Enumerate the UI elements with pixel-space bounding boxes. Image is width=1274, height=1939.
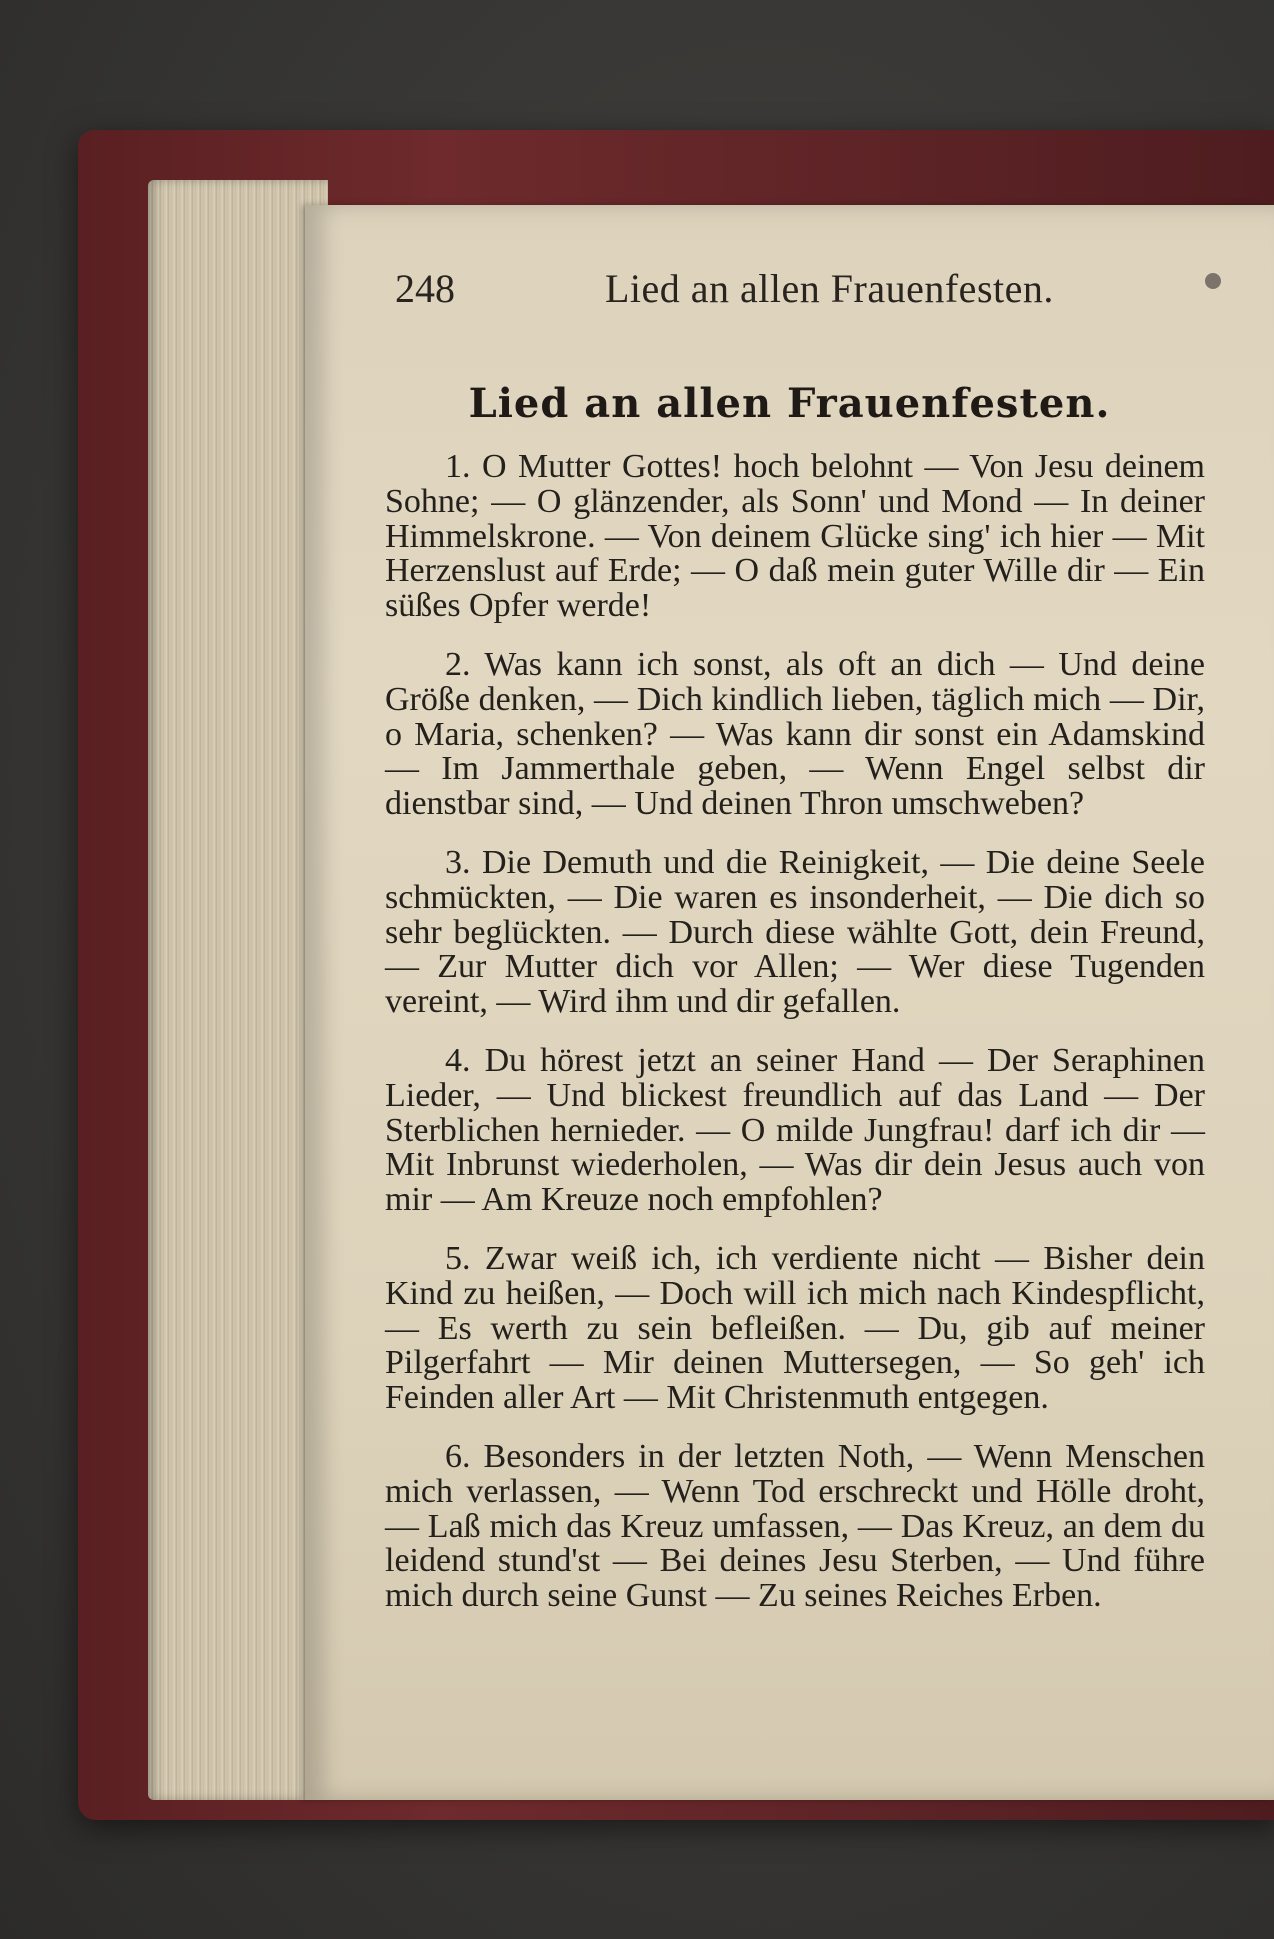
stanza [385,843,1206,1021]
running-title: Lied an allen Frauenfesten. [605,266,1054,311]
stanza-text: Was kann ich sonst, als oft an dich — Und deine Größe denken, — Dich kindlich lieben, täglich mich — Dir, o Maria, schenken? — Was kann dir sonst ein Adamskind — Im Jammerthale geben, — Wenn Engel selbst dir dienstbar sind, — Und deinen Thron umschweben? [385,645,1205,823]
stanza-number: 5. [445,1239,471,1277]
stanza-text: Die Demuth und die Reinigkeit, — Die deine Seele schmückten, — Die waren es insonderheit, — Die dich so sehr beglückten. — Durch diese wählte Gott, dein Freund, — Zur Mutter dich vor Allen; — Wer diese Tugenden vereint, — Wird ihm und dir gefallen. [385,843,1206,1021]
stanza-text: O Mutter Gottes! hoch belohnt — Von Jesu deinem Sohne; — O glänzender, als Sonn' und Mond — In deiner Himmelskrone. — Von deinem Glücke sing' ich hier — Mit Herzenslust auf Erde; — O daß mein guter Wille dir — Ein süßes Opfer werde! [385,448,1205,625]
book-page [305,205,1274,1800]
stanza-number: 4. [445,1041,471,1079]
stanza [385,1239,1205,1417]
page-header [395,265,1225,315]
stanza-number: 6. [445,1437,471,1475]
page-edges [148,180,328,1800]
stanza [385,450,1205,624]
stanza-text: Zwar weiß ich, ich verdiente nicht — Bisher dein Kind zu heißen, — Doch will ich mich nach Kindespflicht, — Es werth zu sein befleißen. — Du, gib auf meiner Pilgerfahrt — Mir deinen Muttersegen, — So geh' ich Feinden aller Art — Mit Christenmuth entgegen. [385,1239,1205,1417]
stanza-number: 3. [445,843,471,881]
stanza [385,645,1205,823]
page-title: Lied an allen Frauenfesten. [468,380,1111,427]
page-number: 248 [395,266,455,311]
hymn-text [385,450,1205,1638]
ink-spot [1205,273,1221,289]
stanza-number: 1. [445,448,471,485]
stanza-text: Besonders in der letzten Noth, — Wenn Menschen mich verlassen, — Wenn Tod erschreckt und Hölle droht, — Laß mich das Kreuz umfassen, — Das Kreuz, an dem du leidend stund'st — Bei deines Jesu Sterben, — Und führe mich durch seine Gunst — Zu seines Reiches Erben. [385,1437,1206,1615]
stanza [385,1041,1206,1219]
stanza [385,1437,1206,1615]
stanza-number: 2. [445,645,471,683]
stanza-text: Du hörest jetzt an seiner Hand — Der Seraphinen Lieder, — Und blickest freundlich auf das Land — Der Sterblichen hernieder. — O milde Jungfrau! darf ich dir — Mit Inbrunst wiederholen, — Was dir dein Jesus auch von mir — Am Kreuze noch empfohlen? [385,1041,1206,1219]
